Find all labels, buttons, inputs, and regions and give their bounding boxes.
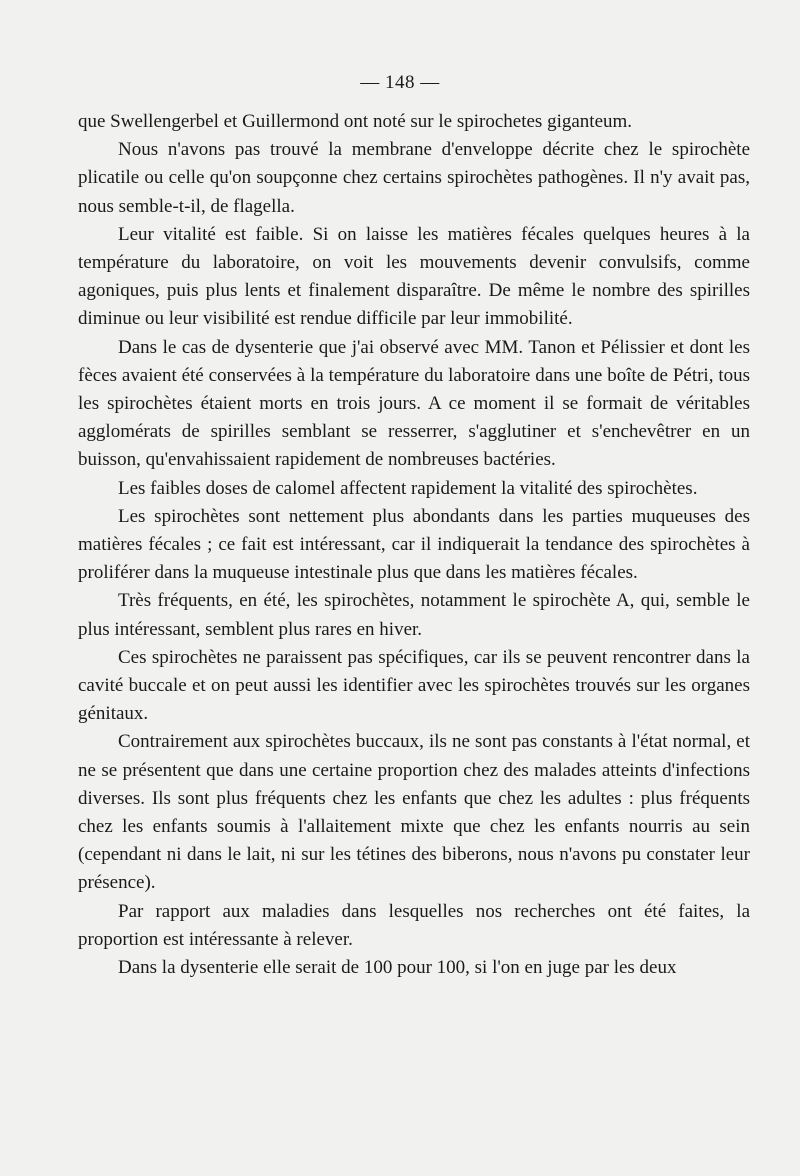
paragraph-9: Contrairement aux spirochètes buccaux, ils ne sont pas constants à l'état normal, et ne se présentent que dans une certaine proportion chez des malades atteints d'infections diverses. Ils sont plus fréquents chez les enfants que chez les adultes : plus fréquents chez les enfants soumis à l'allaitement mixte que chez les enfants nourris au sein (cependant ni dans le lait, ni sur les tétines des biberons, nous n'avons pu constater leur présence). [78,731,750,894]
page-number: — 148 — [360,72,440,93]
paragraph-4: Dans le cas de dysenterie que j'ai observé avec MM. Tanon et Pélissier et dont les fèces avaient été conservées à la température du laboratoire dans une boîte de Pétri, tous les spirochètes étaient morts en trois jours. A ce moment il se formait de véritables agglomérats de spirilles semblant se resserrer, s'agglutiner et s'enchevêtrer en un buisson, qu'envahissaient rapidement de nombreuses bactéries. [78,336,750,471]
paragraph-10: Par rapport aux maladies dans lesquelles nos recherches ont été faites, la proportion est intéressante à relever. [78,900,750,950]
paragraph-7: Très fréquents, en été, les spirochètes, notamment le spirochète A, qui, semble le plus intéressant, semblent plus rares en hiver. [78,590,750,640]
paragraph-11: Dans la dysenterie elle serait de 100 pour 100, si l'on en juge par les deux [118,957,677,979]
paragraph-5: Les faibles doses de calomel affectent rapidement la vitalité des spirochètes. [118,477,698,499]
paragraph-3: Leur vitalité est faible. Si on laisse les matières fécales quelques heures à la température du laboratoire, on voit les mouvements devenir convulsifs, comme agoniques, puis plus lents et finalement disparaître. De même le nombre des spirilles diminue ou leur visibilité est rendue difficile par leur immobilité. [78,223,750,330]
paragraph-6: Les spirochètes sont nettement plus abondants dans les parties muqueuses des matières fécales ; ce fait est intéressant, car il indiquerait la tendance des spirochètes à proliférer dans la muqueuse intestinale plus que dans les matières fécales. [78,505,750,584]
body-text [78,108,750,982]
paragraph-8: Ces spirochètes ne paraissent pas spécifiques, car ils se peuvent rencontrer dans la cavité buccale et on peut aussi les identifier avec les spirochètes trouvés sur les organes génitaux. [78,646,750,725]
paragraph-1: que Swellengerbel et Guillermond ont noté sur le spirochetes giganteum. [78,111,633,132]
paragraph-2: Nous n'avons pas trouvé la membrane d'enveloppe décrite chez le spirochète plicatile ou celle qu'on soupçonne chez certains spirochètes pathogènes. Il n'y avait pas, nous semble-t-il, de flagella. [78,139,750,217]
